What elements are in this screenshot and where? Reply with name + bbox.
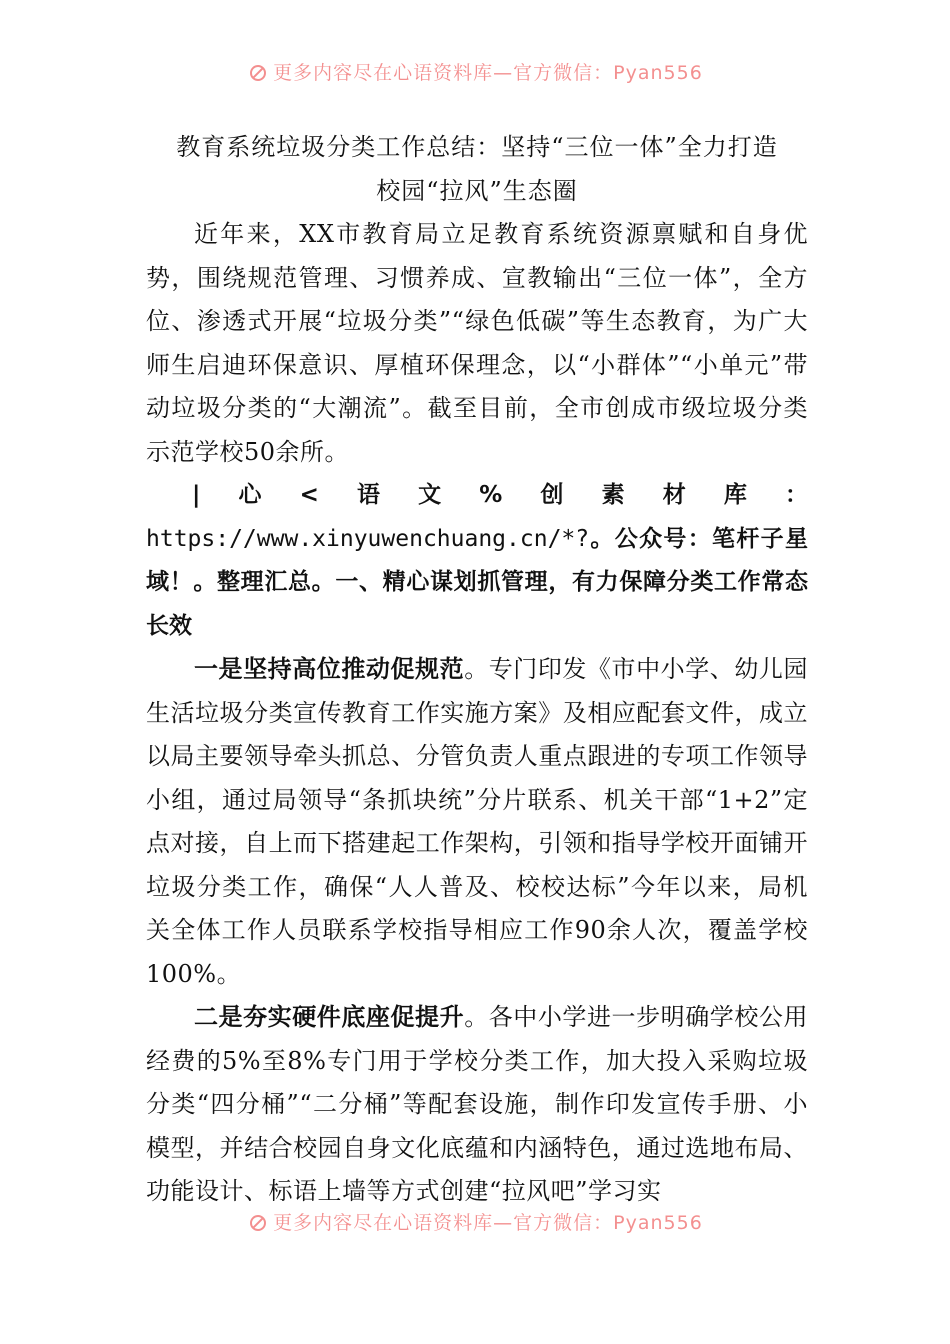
doc-title-line2: 校园“拉风”生态圈: [376, 177, 578, 205]
paragraph-2-body: 。各中小学进一步明确学校公用经费的5%至8%专门用于学校分类工作，加大投入采购垃圾分类“四分桶”“二分桶”等配套设施，制作印发宣传手册、小模型，并结合校园自身文化底蕴和内涵特色，通过选地布局、功能设计、标语上墙等方式创建“拉风吧”学习实: [146, 1003, 808, 1205]
watermark-text: 更多内容尽在心语资料库—官方微信：Pyan556: [273, 1212, 703, 1234]
ad-paragraph: [146, 474, 808, 648]
section1-heading: 一、精心谋划抓管理，有力保障分类工作常态长效: [146, 569, 809, 639]
watermark-bottom: [0, 1208, 950, 1235]
ad-url: https://www.xinyuwenchuang.cn/*?: [146, 525, 590, 552]
paragraph-1: [146, 648, 808, 996]
ad-prefix: |心<语文%创素材库：: [192, 482, 808, 508]
watermark-text: 更多内容尽在心语资料库—官方微信：Pyan556: [273, 62, 703, 84]
document-page: [146, 125, 808, 1214]
intro-paragraph: 近年来，XX市教育局立足教育系统资源禀赋和自身优势，围绕规范管理、习惯养成、宣教输出“三位一体”，全方位、渗透式开展“垃圾分类”“绿色低碳”等生态教育，为广大师生启迪环保意识、厚植环保理念，以“小群体”“小单元”带动垃圾分类的“大潮流”。截至目前，全市创成市级垃圾分类示范学校50余所。: [146, 220, 808, 466]
paragraph-1-lead: 一是坚持高位推动促规范: [194, 655, 465, 683]
watermark-top: [0, 58, 950, 85]
ad-suffix: 。公众号：笔杆子星域！。整理汇总。: [146, 525, 808, 595]
paragraph-2-lead: 二是夯实硬件底座促提升: [194, 1003, 465, 1031]
paragraph-1-body: 。专门印发《市中小学、幼儿园生活垃圾分类宣传教育工作实施方案》及相应配套文件，成立以局主要领导牵头抓总、分管负责人重点跟进的专项工作领导小组，通过局领导“条抓块统”分片联系、机关干部“1+2”定点对接，自上而下搭建起工作架构，引领和指导学校开面铺开垃圾分类工作，确保“人人普及、校校达标”今年以来，局机关全体工作人员联系学校指导相应工作90余人次，覆盖学校100%。: [146, 655, 808, 988]
paragraph-2: [146, 996, 808, 1214]
logo-icon: [247, 1214, 269, 1232]
logo-icon: [247, 64, 269, 82]
doc-title-line1: 教育系统垃圾分类工作总结：坚持“三位一体”全力打造: [176, 133, 778, 161]
